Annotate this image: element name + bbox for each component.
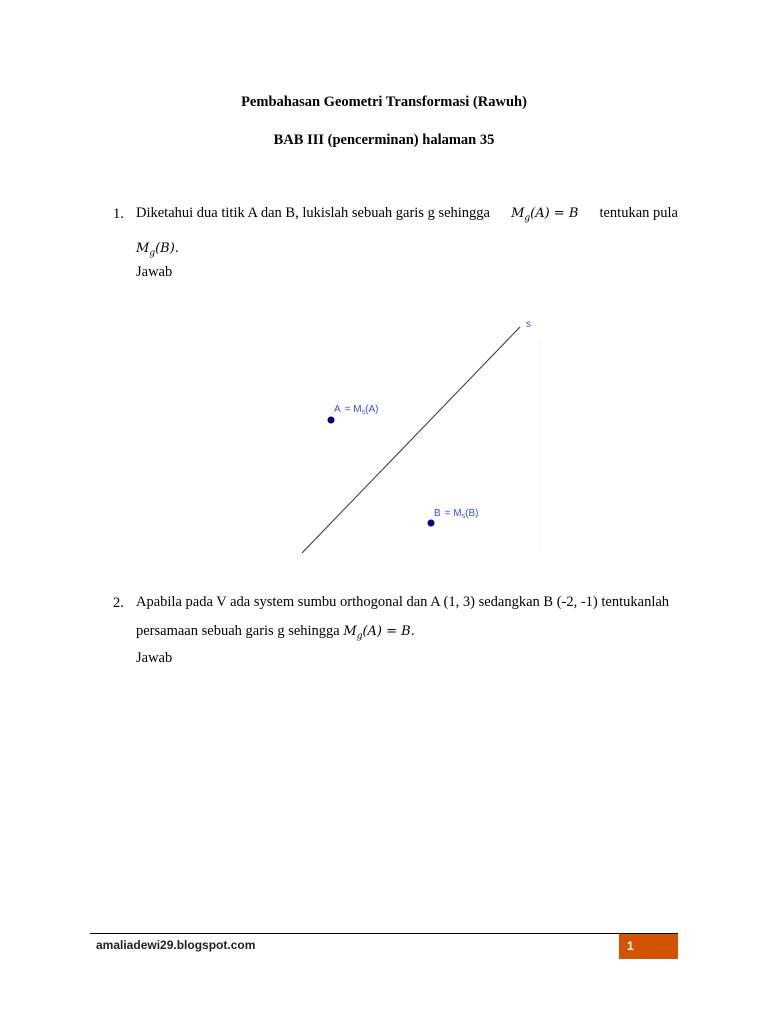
question-1-line-1: [136, 199, 678, 234]
page-number-badge: [619, 934, 678, 959]
math-mirror-symbol: M: [343, 624, 357, 639]
math-expression: (B).: [155, 240, 179, 256]
question-1-answer-label: Jawab: [136, 264, 173, 280]
point-a-label: $A = M_s(A)$: [334, 404, 379, 416]
question-2-answer-label: Jawab: [136, 650, 173, 666]
math-subscript: g: [524, 213, 531, 224]
question-1-text: [136, 199, 678, 268]
point-b-label: $B = M_s(B)$: [434, 508, 479, 520]
question-1-formula-2: [136, 240, 179, 259]
question-2-text: [136, 588, 678, 652]
point-b: [428, 520, 435, 527]
document-subtitle: BAB III (pencerminan) halaman 35: [273, 132, 495, 148]
question-2-formula: [343, 624, 415, 642]
math-subscript: g: [356, 631, 363, 642]
footer-blog-url[interactable]: amaliadewi29.blogspot.com: [96, 938, 256, 952]
page-number: 1: [627, 939, 634, 953]
reflection-figure: [290, 310, 550, 560]
question-1-formula-1: [511, 199, 578, 234]
mirror-line-s: [302, 327, 520, 553]
footer-divider: [90, 933, 678, 934]
question-2-line-2: [136, 617, 678, 652]
question-2-statement: persamaan sebuah garis g sehingga: [136, 623, 340, 639]
point-a: [328, 417, 335, 424]
question-1-line-2: [136, 234, 678, 269]
math-mirror-symbol: M: [136, 240, 150, 256]
math-expression: (A) = B.: [362, 624, 415, 639]
mirror-line-label: s: [526, 319, 531, 330]
math-expression: (A) = B: [530, 206, 579, 221]
math-mirror-symbol: M: [511, 206, 525, 221]
question-1-number: 1.: [113, 206, 124, 222]
question-1-statement: Diketahui dua titik A dan B, lukislah sebuah garis g sehingga: [136, 205, 490, 221]
question-2-number: 2.: [113, 595, 124, 611]
question-1-tail: tentukan pula: [599, 205, 678, 221]
question-2-line-1: Apabila pada V ada system sumbu orthogonal dan A (1, 3) sedangkan B (-2, -1) tentukanlah: [136, 594, 670, 610]
document-title: Pembahasan Geometri Transformasi (Rawuh): [241, 94, 527, 110]
math-subscript: g: [149, 248, 156, 259]
